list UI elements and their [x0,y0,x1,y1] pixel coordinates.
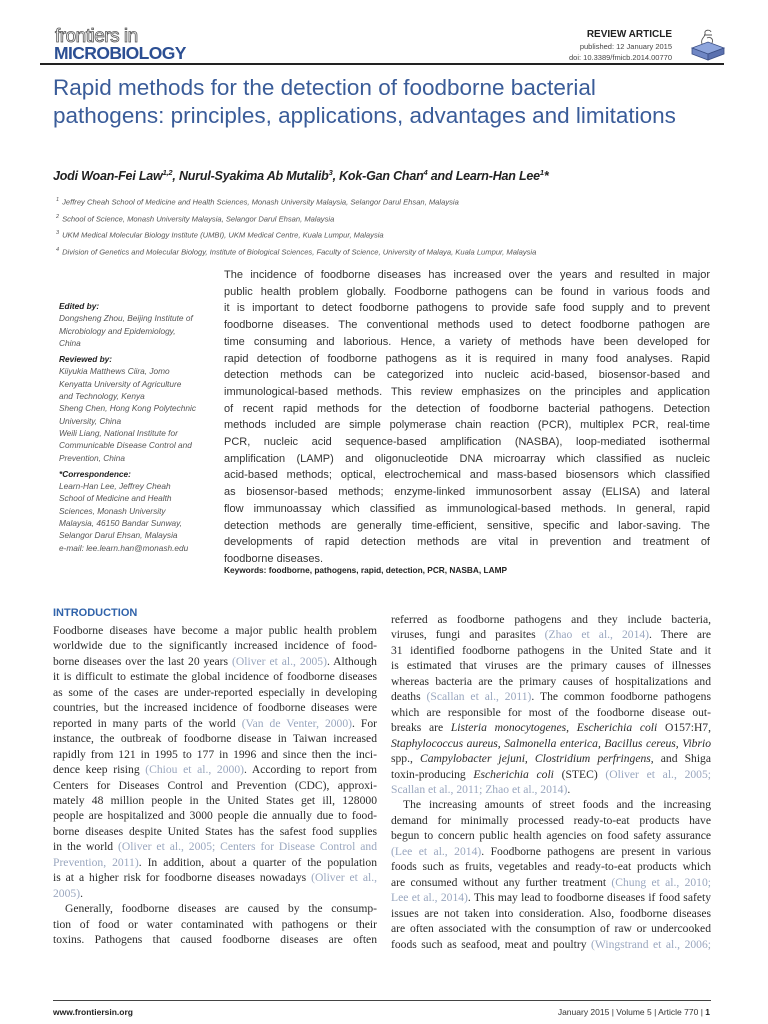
body-text: . [80,886,83,900]
abstract-line: foodborne diseases. The conventional methods used to detect foodborne pathogen are [224,319,710,332]
text-line [391,797,711,812]
abstract-line: time consuming and laborious. Hence, a variety of methods have been developed for [224,335,710,348]
body-text: viruses, fungi and parasites [391,628,545,642]
body-text: foods such as seafood, meat and poultry [391,937,592,951]
keywords: Keywords: foodborne, pathogens, rapid, detection, PCR, NASBA, LAMP [224,565,508,575]
header-divider [40,63,724,65]
affiliation-text: Jeffrey Cheah School of Medicine and Health Sciences, Monash University Malaysia, Selangor Darul Ehsan, Malaysia [62,197,459,207]
reviewer-line: Communicable Disease Control and [59,440,192,451]
author-name[interactable]: Nurul-Syakima Ab Mutalib [178,169,329,184]
journal-cover-icon [690,26,726,62]
citation-link[interactable]: (Lee et al., 2014) [391,844,482,858]
citation-link[interactable]: (Oliver et al., 2005) [232,654,327,668]
affiliation-number: 2 [56,213,60,220]
footer-issue: January 2015 | Volume 5 | Article 770 | [557,1007,706,1017]
text-line [391,612,711,627]
editor-line: Microbiology and Epidemiology, [59,325,176,336]
text-line [391,751,711,766]
species-name: Escherichia coli [473,767,554,781]
affiliation-text: School of Science, Monash University Malaysia, Selangor Darul Ehsan, Malaysia [62,214,335,224]
correspondence-heading: *Correspondence: [59,468,131,479]
abstract-line: detection methods are generally time-efficient, sensitive, specific and labor-saving. The [224,519,710,532]
correspondence-email[interactable]: e-mail: lee.learn.han@monash.edu [59,542,189,553]
text-line [53,870,377,885]
page-number: 1 [705,1007,710,1017]
author-list [53,168,549,183]
text-line [53,623,377,638]
affiliation-number: 4 [56,246,60,253]
citation-link[interactable]: (Wingstrand et al., 2006; [591,937,711,951]
correspondence-line: Selangor Darul Ehsan, Malaysia [59,530,178,541]
affiliation-number: 1 [56,197,60,203]
abstract-line: detection methods can be categorized into nucleic acid-based, biosensor-based and [224,369,710,382]
text-line [391,674,711,689]
citation-link[interactable]: (Zhao et al., 2014) [544,628,650,642]
citation-link[interactable]: Lee et al., 2014) [391,891,468,905]
abstract-line: developments of rapid detection methods are vital in prevention and treatment of [224,536,710,549]
text-line [53,917,377,932]
body-text: breaks are [391,721,451,735]
body-text: rapidly from 121 in 1995 to 177 in 1996 and since then the inci- [53,747,377,761]
text-line [53,932,377,947]
body-text: referred as foodborne pathogens and they include bacteria, [391,613,711,626]
body-text: it is difficult to estimate the global incidence of foodborne diseases [53,670,377,684]
abstract-line: as biosensor-based methods; enzyme-linked immunosorbent assay (ELISA) and lateral [224,486,710,499]
text-line [53,778,377,793]
body-text: issues are not taken into consideration. Also, foodborne diseases [391,906,711,920]
footer-website-link[interactable]: www.frontiersin.org [53,1007,133,1017]
text-line [391,736,711,751]
reviewer-line: Weili Liang, National Institute for [59,427,178,438]
body-text: The increasing amounts of street foods and the increasing [403,798,711,812]
author-name[interactable]: Jodi Woan-Fei Law [53,169,163,184]
abstract-line: amplification (LAMP) and oligonucleotide DNA microarray which classified as nucleic [224,452,710,465]
text-line [391,844,711,859]
body-text: are often associated with the consumption of raw or undercooked [391,922,711,936]
editor-line: China [59,337,81,348]
text-line [391,921,711,936]
author-affiliation-sup: 1,2 [162,168,173,177]
body-text: in the world [53,840,119,854]
correspondence-line: Learn-Han Lee, Jeffrey Cheah [59,481,171,492]
text-line [391,875,711,890]
citation-link[interactable]: (Chiou et al., 2000) [145,763,244,777]
affiliation-item [56,226,536,243]
text-line [53,901,377,916]
body-text: begun to concern public health agencies on food safety assurance [391,829,711,843]
author-affiliation-sup: 3 [328,168,333,177]
body-text: (STEC) [553,767,606,781]
footer-issue-info [558,1007,710,1017]
text-line [53,654,377,669]
text-line [53,808,377,823]
reviewer-line: University, China [59,415,122,426]
editorial-sidebar [59,297,219,554]
article-type: REVIEW ARTICLE [586,29,672,40]
citation-link[interactable]: (Scallan et al., 2011) [426,690,532,704]
body-column-left [53,623,377,948]
article-title: Rapid methods for the detection of foodborne bacterial pathogens: principles, applications, advantages and limitations [53,75,676,128]
citation-link[interactable]: 2005) [53,886,81,900]
affiliation-item [56,210,536,227]
text-line [53,700,377,715]
text-line [391,705,711,720]
body-text: people are hospitalized and 3000 people die annually due to food- [53,809,377,823]
text-line [391,689,711,704]
body-text: and Shiga [653,752,711,766]
reviewer-line: Kiiyukia Matthews Ciira, Jomo [59,366,170,377]
text-line [391,813,711,828]
author-name[interactable]: Kok-Gan Chan [339,169,424,184]
abstract-line: PCR, nucleic acid sequence-based amplification (NASBA), loop-mediated isothermal [224,436,710,449]
section-heading-introduction: INTRODUCTION [53,607,138,619]
author-separator: and [427,169,456,184]
doi-link[interactable]: doi: 10.3389/fmicb.2014.00770 [569,53,672,62]
affiliation-text: UKM Medical Molecular Biology Institute (UMBI), UKM Medical Centre, Kuala Lumpur, Malaysia [62,230,384,240]
body-text: is estimated that viruses are the primary causes of illnesses [391,659,711,673]
abstract-line: foodborne diseases. [224,552,324,565]
body-text: . Although [326,654,377,668]
body-text: . There are [649,628,711,642]
abstract-line: rapid detection of foodborne pathogens as it is required in many food analyses. Rapid [224,352,710,365]
body-text: . According to report from [243,763,377,777]
reviewed-by-heading: Reviewed by: [59,354,113,365]
affiliation-list [56,193,536,259]
species-name: Listeria monocytogenes, Escherichia coli [450,721,658,735]
body-text: worldwide due to the significantly increased incidence of food- [53,639,377,653]
body-text: . In addition, about a quarter of the population [138,855,377,869]
body-text: toxins. Pathogens that caused foodborne diseases are often [53,933,377,947]
edited-by-list [59,312,219,349]
author-separator: , [172,169,179,184]
author-separator: * [543,169,549,184]
body-text: . This may lead to foodborne diseases if food safety [467,891,711,905]
text-line [53,886,377,901]
text-line [391,859,711,874]
abstract-line: it is important to detect foodborne pathogens to provide safe food supply and to prevent [224,302,710,315]
text-line [391,906,711,921]
text-line [53,638,377,653]
body-text: 31 identified foodborne pathogens in the United State and it [391,643,711,657]
body-text: toxin-producing [391,767,474,781]
text-line [53,747,377,762]
body-text: Foodborne diseases have become a major public health problem [53,624,377,637]
reviewer-line: and Technology, Kenya [59,391,145,402]
body-text: deaths [391,690,427,704]
abstract-line: acid-based methods; optical, electrochemical and mass-based biosensors which classified [224,469,710,482]
correspondence-line: Malaysia, 46150 Bandar Sunway, [59,518,182,529]
reviewer-line: Sheng Chen, Hong Kong Polytechnic [59,403,196,414]
species-name: Staphylococcus aureus, Salmonella enterica, Bacillus cereus, Vibrio [391,736,711,750]
citation-link[interactable]: Scallan et al., 2011; Zhao et al., 2014) [391,782,568,796]
edited-by-heading: Edited by: [59,301,100,311]
body-text: instance, the outbreak of foodborne disease in Taiwan increased [53,732,377,746]
text-line [53,731,377,746]
text-line [53,793,377,808]
abstract [224,267,710,568]
reviewer-line: Prevention, China [59,452,125,463]
body-text: Generally, foodborne diseases are caused by the consump- [65,902,377,916]
text-line [391,890,711,905]
correspondence-line: School of Medicine and Health [59,493,172,504]
correspondence-line: Sciences, Monash University [59,505,166,516]
body-text: spp., [391,752,420,766]
body-text: mately 48 million people in the United States get ill, 128000 [53,793,377,807]
editor-line: Dongsheng Zhou, Beijing Institute of [59,313,193,324]
footer-divider [53,1000,711,1001]
body-text: as some of the cases are under-reported especially in developing [53,685,377,699]
reviewer-line: Kenyatta University of Agriculture [59,378,182,389]
text-line [391,658,711,673]
correspondence-list [59,480,219,554]
body-text: is at a higher risk for foodborne diseases nowadays [53,871,312,885]
abstract-line: flow immunoassay which classified as immunological-based methods. In general, rapid [224,502,710,515]
affiliation-number: 3 [56,230,60,237]
body-text: countries, but the increased incidence of foodborne diseases were [53,701,377,715]
journal-logo-frontiers: frontiers in [55,26,138,47]
citation-link[interactable]: (Chung et al., 2010; [611,875,711,889]
text-line [53,669,377,684]
affiliation-item [56,243,536,260]
body-text: which are responsible for most of the foodborne disease out- [391,705,711,719]
body-text: demand for minimally processed ready-to-eat products have [391,813,711,827]
text-line [391,782,711,797]
journal-logo-name: MICROBIOLOGY [54,43,186,63]
author-name[interactable]: Learn-Han Lee [455,169,540,184]
body-column-right [391,612,711,952]
body-text: tion of food or water contaminated with pathogens or their [53,917,377,931]
body-text: Centers for Diseases Control and Prevention (CDC), approxi- [53,778,377,792]
abstract-line: The incidence of foodborne diseases has increased over the years and resulted in major [224,269,710,281]
citation-link[interactable]: (Oliver et al., 2005; [605,767,711,781]
abstract-line: public health problem globally. Foodborne pathogens can be found in various foods and [224,285,710,298]
text-line [53,716,377,731]
abstract-line: of recent rapid methods for the detection of foodborne bacterial pathogens. Detection [224,402,710,415]
text-line [391,643,711,658]
text-line [391,937,711,952]
text-line [391,720,711,735]
body-text: borne diseases despite United States has the safest food supplies [53,824,377,838]
body-text: dence keep rising [53,763,146,777]
citation-link[interactable]: (Van de Venter, 2000) [241,716,352,730]
citation-link[interactable]: Prevention, 2011) [53,855,139,869]
body-text: . Foodborne pathogens are present in various [481,844,711,858]
text-line [53,839,377,854]
text-line [53,685,377,700]
abstract-line: methods included are simple polymerase chain reaction (PCR), multiplex PCR, real-time [224,419,710,432]
body-text: . [567,782,571,796]
published-date: published: 12 January 2015 [579,42,672,51]
article-meta [569,29,672,63]
species-name: Campylobacter jejuni, Clostridium perfringens, [419,752,654,766]
text-line [391,828,711,843]
body-text: O157:H7, [657,721,711,735]
author-affiliation-sup: 1 [539,168,544,177]
citation-link[interactable]: (Oliver et al., 2005; Centers for Disease Control and [118,840,377,854]
text-line [53,824,377,839]
affiliation-item [56,193,536,210]
citation-link[interactable]: (Oliver et al., [311,871,377,885]
text-line [53,762,377,777]
author-separator: , [332,169,340,184]
affiliation-text: Division of Genetics and Molecular Biology, Institute of Biological Sciences, Faculty of Science, University of Malaya, Kuala Lumpur, Malaysia [62,247,537,257]
reviewed-by-list [59,365,219,463]
body-text: foods such as fruits, vegetables and ready-to-eat products which [391,860,711,874]
text-line [391,767,711,782]
body-text: . For [352,716,377,730]
text-line [391,627,711,642]
body-text: whereas bacteria are the primary causes of hospitalizations and [391,674,711,688]
body-text: . The common foodborne pathogens [531,690,711,704]
text-line [53,855,377,870]
abstract-line: immunological-based methods. This review emphasizes on the principles and application [224,385,710,398]
body-text: are consumed without any further treatment [391,875,612,889]
author-affiliation-sup: 4 [423,168,428,177]
body-text: borne diseases over the last 20 years [53,654,233,668]
body-text: reported in many parts of the world [53,716,242,730]
